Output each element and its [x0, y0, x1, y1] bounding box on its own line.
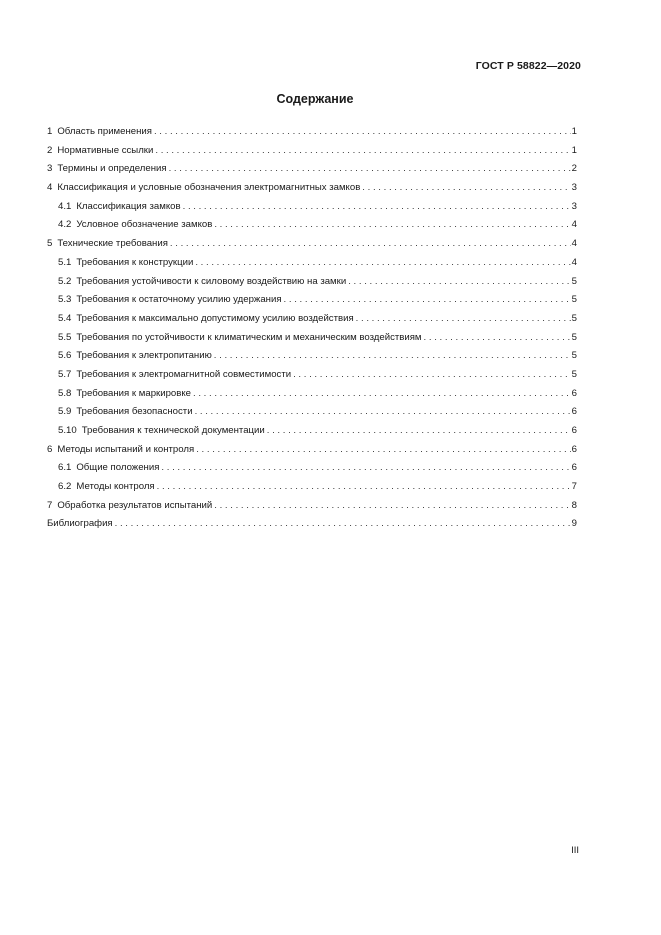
- toc-entry-title: Требования устойчивости к силовому воздействию на замки: [76, 275, 347, 287]
- toc-dot-leader: [195, 403, 571, 422]
- toc-entry-title: Методы испытаний и контроля: [57, 443, 195, 455]
- toc-dot-leader: [214, 347, 571, 366]
- toc-title: Содержание: [276, 92, 354, 106]
- toc-entry-number: 5.6: [58, 350, 72, 362]
- toc-entry[interactable]: [47, 441, 577, 460]
- toc-entry[interactable]: [47, 123, 577, 142]
- toc-dot-leader: [195, 254, 570, 273]
- toc-entry-title: Методы контроля: [76, 481, 155, 493]
- toc-entry-page: 4: [571, 238, 577, 250]
- toc-dot-leader: [170, 235, 571, 254]
- toc-entry-title: Классификация и условные обозначения электромагнитных замков: [57, 182, 361, 194]
- toc-entry-page: 3: [571, 182, 577, 194]
- document-code: ГОСТ Р 58822—2020: [475, 60, 581, 72]
- toc-subentry[interactable]: [47, 385, 577, 404]
- toc-subentry[interactable]: [47, 291, 577, 310]
- toc-subentry[interactable]: [47, 310, 577, 329]
- toc-subentry[interactable]: [47, 273, 577, 292]
- toc-entry-page: 5: [571, 294, 577, 306]
- toc-entry-number: 1: [47, 126, 53, 137]
- page-number: III: [571, 845, 579, 856]
- toc-entry-number: 5.10: [58, 425, 77, 436]
- toc-entry-title: Требования по устойчивости к климатическим и механическим воздействиям: [76, 331, 422, 343]
- toc-entry-page: 1: [571, 144, 577, 156]
- toc-entry-page: 4: [571, 256, 577, 268]
- toc-entry-page: 5: [571, 368, 577, 380]
- toc-dot-leader: [348, 273, 570, 292]
- toc-entry-number: 5.5: [58, 331, 72, 343]
- toc-entry-page: 7: [571, 481, 577, 493]
- toc-dot-leader: [284, 291, 571, 310]
- toc-entry-number: 3: [47, 163, 53, 175]
- toc-entry-page: 6: [571, 443, 577, 455]
- toc-subentry[interactable]: [47, 216, 577, 235]
- toc-subentry[interactable]: [47, 366, 577, 385]
- toc-entry-page: 3: [571, 200, 577, 212]
- toc-subentry[interactable]: [47, 347, 577, 366]
- toc-entry-number: 6: [47, 443, 53, 455]
- toc-subentry[interactable]: [47, 198, 577, 217]
- toc-entry-number: 6.1: [58, 462, 72, 474]
- toc-subentry[interactable]: [47, 403, 577, 422]
- toc-dot-leader: [356, 310, 571, 329]
- toc-entry-title: Обработка результатов испытаний: [57, 499, 213, 511]
- toc-dot-leader: [293, 366, 571, 385]
- toc-dot-leader: [424, 329, 571, 348]
- toc-entry-number: 5.3: [58, 294, 72, 306]
- toc-entry-title: Требования безопасности: [76, 406, 193, 418]
- toc-entry[interactable]: [47, 179, 577, 198]
- toc-entry-number: 4.1: [58, 200, 72, 212]
- toc-entry-title: Требования к остаточному усилию удержания: [76, 294, 282, 306]
- toc-dot-leader: [214, 216, 570, 235]
- toc-entry-number: 5.1: [58, 256, 72, 268]
- toc-entry-page: 1: [571, 126, 577, 137]
- toc-entry-title: Требования к максимально допустимому усилию воздействия: [76, 312, 354, 324]
- toc-entry-title: Нормативные ссылки: [57, 144, 154, 156]
- toc-entry-title: Технические требования: [57, 238, 168, 250]
- toc-dot-leader: [267, 422, 571, 441]
- toc-dot-leader: [115, 515, 571, 534]
- toc-entry-title: Область применения: [57, 126, 152, 137]
- toc-entry[interactable]: [47, 160, 577, 179]
- toc-entry-title: Требования к конструкции: [76, 256, 194, 268]
- toc-dot-leader: [157, 478, 571, 497]
- toc-dot-leader: [154, 123, 571, 142]
- toc-dot-leader: [155, 142, 570, 161]
- toc-entry-page: 5: [571, 331, 577, 343]
- toc-dot-leader: [183, 198, 571, 217]
- toc-entry-title: Требования к электромагнитной совместимости: [76, 368, 292, 380]
- toc-subentry[interactable]: [47, 459, 577, 478]
- toc-entry[interactable]: [47, 142, 577, 161]
- toc-entry-number: 4.2: [58, 219, 72, 231]
- toc-entry-page: 2: [571, 163, 577, 175]
- toc-entry-page: 6: [571, 425, 577, 436]
- toc-entry-number: 5.7: [58, 368, 72, 380]
- toc-entry-page: 5: [571, 350, 577, 362]
- toc-entry-page: 8: [571, 499, 577, 511]
- toc-entry-title: Требования к технической документации: [81, 425, 265, 436]
- toc-entry-title: Условное обозначение замков: [76, 219, 213, 231]
- toc-entry-number: 5.8: [58, 387, 72, 399]
- toc-entry-page: 9: [571, 518, 577, 530]
- toc-entry-title: Общие положения: [76, 462, 160, 474]
- toc-entry-number: 7: [47, 499, 53, 511]
- toc-entry[interactable]: [47, 497, 577, 516]
- toc-entry-page: 6: [571, 406, 577, 418]
- toc-dot-leader: [214, 497, 570, 516]
- toc-entry-page: 6: [571, 462, 577, 474]
- toc-entry-number: 5: [47, 238, 53, 250]
- toc-dot-leader: [193, 385, 571, 404]
- toc-dot-leader: [362, 179, 570, 198]
- toc-subentry[interactable]: [47, 478, 577, 497]
- toc-entry-title: Термины и определения: [57, 163, 167, 175]
- toc-subentry[interactable]: [47, 254, 577, 273]
- toc-entry-number: 5.2: [58, 275, 72, 287]
- toc-entry-number: 4: [47, 182, 53, 194]
- toc-entry-bibliography[interactable]: [47, 515, 577, 534]
- toc-entry-number: 2: [47, 144, 53, 156]
- toc-subentry[interactable]: [47, 329, 577, 348]
- toc-entry-page: 6: [571, 387, 577, 399]
- toc-entry-title: Требования к маркировке: [76, 387, 191, 399]
- toc-dot-leader: [196, 441, 570, 460]
- toc-entry-number: 5.4: [58, 312, 72, 324]
- toc-dot-leader: [161, 459, 570, 478]
- toc-entry-number: 6.2: [58, 481, 72, 493]
- toc-entry[interactable]: [47, 235, 577, 254]
- toc-entry-number: 5.9: [58, 406, 72, 418]
- toc-entry-title: Классификация замков: [76, 200, 181, 212]
- toc-subentry[interactable]: [47, 422, 577, 441]
- toc-entry-page: 5: [571, 275, 577, 287]
- table-of-contents: [47, 123, 577, 534]
- toc-entry-page: 4: [571, 219, 577, 231]
- toc-entry-title: Библиография: [47, 518, 113, 530]
- toc-entry-title: Требования к электропитанию: [76, 350, 212, 362]
- toc-dot-leader: [169, 160, 571, 179]
- toc-entry-page: 5: [571, 312, 577, 324]
